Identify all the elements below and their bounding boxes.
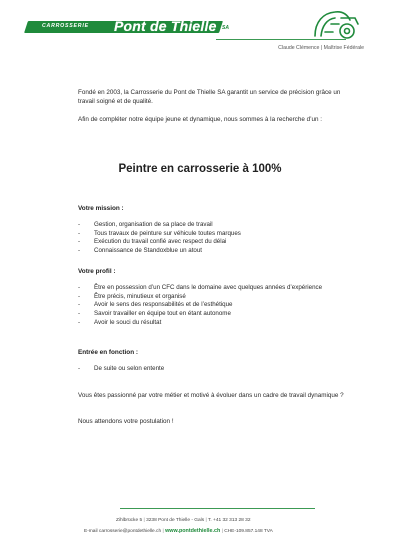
- footer-address-line: Zihlbrücke 5 | 3238 Pont de Thielle - Gals | T. +41 32 313 28 32: [116, 518, 251, 523]
- list-item: - Être en possession d’un CFC dans le domaine avec quelques années d’expérience: [78, 284, 348, 293]
- list-item: - Gestion, organisation de sa place de travail: [78, 221, 348, 230]
- list-item: - Avoir le souci du résultat: [78, 319, 348, 328]
- list-item: - De suite ou selon entente: [78, 365, 348, 374]
- job-title: Peintre en carrosserie à 100%: [118, 163, 282, 175]
- list-item: - Connaissance de Standoxblue un atout: [78, 247, 348, 256]
- footer-vat: CHE-109.857.148 TVA: [224, 529, 273, 534]
- footer-contact-line: E-mail carrosserie@pontdethielle.ch | www.pontdethielle.ch | CHE-109.857.148 TVA: [84, 528, 273, 534]
- start-list: [78, 365, 348, 374]
- list-item: - Être précis, minutieux et organisé: [78, 293, 348, 302]
- list-item: - Savoir travailler en équipe tout en étant autonome: [78, 310, 348, 319]
- footer-phone: T. +41 32 313 28 32: [207, 518, 251, 523]
- mission-title: Votre mission :: [78, 205, 124, 212]
- brand-banner: [26, 17, 229, 38]
- footer-address: Zihlbrücke 5: [116, 518, 143, 523]
- footer-email[interactable]: E-mail carrosserie@pontdethielle.ch: [84, 529, 162, 534]
- brand-small-text: CARROSSERIE: [42, 23, 89, 29]
- header-divider: [216, 39, 346, 40]
- brand-suffix: SA: [222, 25, 229, 31]
- brand-name: Pont de Thielle: [114, 18, 217, 34]
- start-title: Entrée en fonction :: [78, 349, 139, 356]
- list-item: - Exécution du travail confié avec respect du délai: [78, 238, 348, 247]
- footer-city: 3238 Pont de Thielle - Gals: [146, 518, 205, 523]
- mission-list: [78, 221, 348, 256]
- closing-paragraph-1: Vous êtes passionné par votre métier et motivé à évoluer dans un cadre de travail dynamique ?: [78, 392, 344, 399]
- closing-paragraph-2: Nous attendons votre postulation !: [78, 418, 174, 425]
- intro-paragraph-1: Fondé en 2003, la Carrosserie du Pont de Thielle SA garantit un service de précision grâce un travail soigné et de qualité.: [78, 89, 341, 105]
- profile-title: Votre profil :: [78, 268, 116, 275]
- footer-divider: [120, 508, 315, 509]
- header-people: Claude Clémence | Maîtrise Fédérale: [278, 45, 364, 51]
- list-item: - Avoir le sens des responsabilités et de l’esthétique: [78, 301, 348, 310]
- profile-list: [78, 284, 348, 328]
- car-logo-icon: [311, 6, 361, 40]
- intro-paragraph-2: Afin de compléter notre équipe jeune et dynamique, nous sommes à la recherche d’un :: [78, 116, 322, 123]
- list-item: - Tous travaux de peinture sur véhicule toutes marques: [78, 230, 348, 239]
- footer-website-link[interactable]: www.pontdethielle.ch: [165, 528, 221, 534]
